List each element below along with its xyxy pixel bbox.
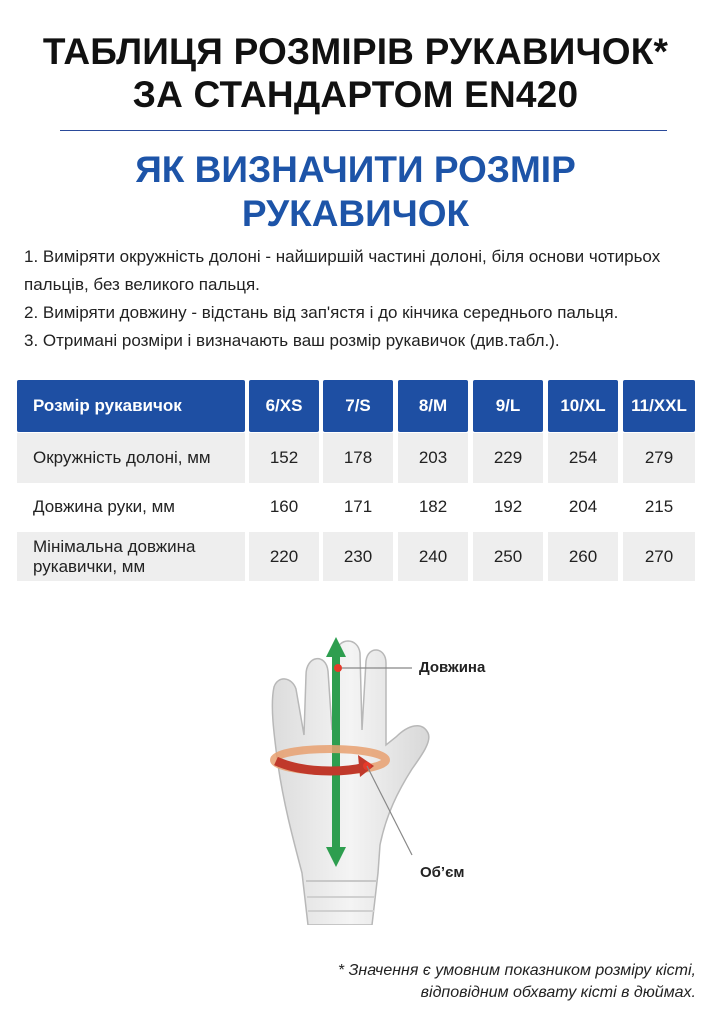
table-header-label: Розмір рукавичок (17, 380, 245, 432)
glove-diagram (262, 635, 502, 925)
table-row-label: Мінімальна довжина рукавички, мм (17, 532, 245, 581)
table-cell: 178 (323, 433, 393, 483)
table-header-size: 11/XXL (623, 380, 695, 432)
table-header-size: 10/XL (548, 380, 618, 432)
table-cell: 250 (473, 532, 543, 581)
table-cell: 279 (623, 433, 695, 483)
footnote-line1: * Значення є умовним показником розміру кісті, (337, 962, 696, 979)
table-cell: 260 (548, 532, 618, 581)
table-cell: 215 (644, 497, 674, 516)
table-cell: 229 (473, 433, 543, 483)
section-title-line2: РУКАВИЧОК (241, 193, 470, 234)
table-cell: 204 (568, 497, 598, 516)
table-cell: 230 (323, 532, 393, 581)
table-header-size: 7/S (323, 380, 393, 432)
instruction-step-3: 3. Отримані розміри і визначають ваш розмір рукавичок (див.табл.). (24, 331, 560, 350)
table-cell: 270 (623, 532, 695, 581)
table-header-size: 9/L (473, 380, 543, 432)
table-cell: 203 (398, 433, 468, 483)
table-cell: 220 (249, 532, 319, 581)
table-row-label: Довжина руки, мм (33, 497, 175, 516)
table-cell: 192 (493, 497, 523, 516)
table-header-size: 6/XS (249, 380, 319, 432)
instruction-step-2: 2. Виміряти довжину - відстань від зап'ястя і до кінчика середнього пальця. (24, 303, 619, 322)
table-header-size: 8/M (398, 380, 468, 432)
volume-label: Об’єм (420, 864, 465, 881)
table-row-label: Окружність долоні, мм (17, 433, 245, 483)
footnote-line2: відповідним обхвату кісті в дюймах. (420, 984, 696, 1001)
divider (60, 130, 667, 131)
table-cell: 171 (343, 497, 373, 516)
section-title-line1: ЯК ВИЗНАЧИТИ РОЗМІР (135, 149, 576, 190)
table-cell: 152 (249, 433, 319, 483)
main-title-line1: ТАБЛИЦЯ РОЗМІРІВ РУКАВИЧОК* (42, 31, 669, 72)
instruction-step-1: 1. Виміряти окружність долоні - найширшій частині долоні, біля основи чотирьох пальців, без великого пальця. (24, 247, 661, 294)
footnote (260, 960, 696, 1004)
length-point-icon (334, 664, 342, 672)
section-title (0, 148, 711, 236)
table-cell: 240 (398, 532, 468, 581)
table-cell: 254 (548, 433, 618, 483)
main-title (0, 30, 711, 116)
table-cell: 160 (269, 497, 299, 516)
table-cell: 182 (418, 497, 448, 516)
main-title-line2: ЗА СТАНДАРТОМ EN420 (132, 74, 579, 115)
instructions (24, 243, 694, 355)
length-label: Довжина (419, 659, 486, 676)
glove-icon (272, 641, 429, 925)
